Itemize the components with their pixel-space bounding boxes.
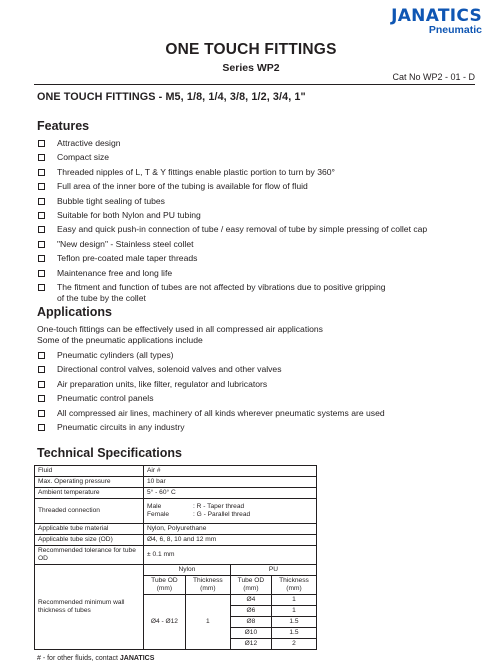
list-item: Pneumatic circuits in any industry: [37, 422, 477, 433]
table-row: Ø8 1.5: [35, 617, 317, 628]
brand-logo: [391, 8, 482, 36]
list-item: Compact size: [37, 152, 477, 163]
list-item: Attractive design: [37, 138, 477, 149]
table-row: Ø4 - Ø12 1 Ø4 1: [35, 595, 317, 606]
applications-list: [37, 350, 477, 436]
table-row: Tube OD (mm) Thickness (mm) Tube OD (mm) Thickness (mm): [35, 576, 317, 595]
brand-subtitle: Pneumatic: [428, 24, 482, 36]
table-row: Applicable tube size (OD) Ø4, 6, 8, 10 and 12 mm: [35, 535, 317, 546]
list-item: Bubble tight sealing of tubes: [37, 196, 477, 207]
list-item: The fitment and function of tubes are not affected by vibrations due to positive gripping of the tube by the collet: [37, 282, 477, 304]
brand-name: JANATICS: [391, 6, 482, 26]
checkbox-bullet-icon: [38, 270, 45, 277]
checkbox-bullet-icon: [38, 381, 45, 388]
footnote: # - for other fluids, contact JANATICS: [37, 655, 155, 662]
checkbox-bullet-icon: [38, 366, 45, 373]
list-item: Pneumatic control panels: [37, 393, 477, 404]
table-row: Applicable tube material Nylon, Polyurethane: [35, 524, 317, 535]
checkbox-bullet-icon: [38, 154, 45, 161]
features-list: [37, 138, 477, 307]
checkbox-bullet-icon: [38, 183, 45, 190]
checkbox-bullet-icon: [38, 198, 45, 205]
footnote-brand: JANATICS: [119, 655, 155, 662]
header-divider: [34, 84, 475, 85]
table-row: Ø12 2: [35, 639, 317, 650]
checkbox-bullet-icon: [38, 241, 45, 248]
table-row: Recommended tolerance for tube OD ± 0.1 mm: [35, 546, 317, 565]
checkbox-bullet-icon: [38, 255, 45, 262]
specifications-table: [34, 465, 317, 650]
checkbox-bullet-icon: [38, 424, 45, 431]
checkbox-bullet-icon: [38, 352, 45, 359]
page-title: ONE TOUCH FITTINGS: [165, 41, 337, 58]
features-heading: Features: [37, 119, 90, 133]
list-item: Threaded nipples of L, T & Y fittings enable plastic portion to turn by 360°: [37, 167, 477, 178]
checkbox-bullet-icon: [38, 410, 45, 417]
series-subtitle: Series WP2: [222, 62, 280, 74]
checkbox-bullet-icon: [38, 169, 45, 176]
table-row: Ø10 1.5: [35, 628, 317, 639]
checkbox-bullet-icon: [38, 284, 45, 291]
table-row: Max. Operating pressure 10 bar: [35, 477, 317, 488]
list-item: Maintenance free and long life: [37, 268, 477, 279]
list-item: Easy and quick push-in connection of tube / easy removal of tube by simple pressing of collet cap: [37, 224, 477, 235]
technical-specifications-heading: Technical Specifications: [37, 446, 182, 460]
catalog-number: Cat No WP2 - 01 - D: [392, 72, 475, 82]
applications-heading: Applications: [37, 305, 113, 319]
list-item: Teflon pre-coated male taper threads: [37, 253, 477, 264]
list-item: Suitable for both Nylon and PU tubing: [37, 210, 477, 221]
table-row: Fluid Air #: [35, 466, 317, 477]
table-row: Ø6 1: [35, 606, 317, 617]
checkbox-bullet-icon: [38, 395, 45, 402]
list-item: All compressed air lines, machinery of all kinds wherever pneumatic systems are used: [37, 408, 477, 419]
list-item: Pneumatic cylinders (all types): [37, 350, 477, 361]
list-item: "New design" - Stainless steel collet: [37, 239, 477, 250]
table-row: Ambient temperature 5° - 60° C: [35, 488, 317, 499]
applications-intro: One-touch fittings can be effectively used in all compressed air applications Some of the pneumatic applications include: [37, 324, 323, 345]
checkbox-bullet-icon: [38, 226, 45, 233]
table-row: Recommended minimum wall thickness of tubes Nylon PU: [35, 565, 317, 576]
product-line-heading: ONE TOUCH FITTINGS - M5, 1/8, 1/4, 3/8, 1/2, 3/4, 1": [37, 91, 306, 103]
list-item: Full area of the inner bore of the tubing is available for flow of fluid: [37, 181, 477, 192]
checkbox-bullet-icon: [38, 212, 45, 219]
list-item: Directional control valves, solenoid valves and other valves: [37, 364, 477, 375]
list-item: Air preparation units, like filter, regulator and lubricators: [37, 379, 477, 390]
checkbox-bullet-icon: [38, 140, 45, 147]
table-row: Threaded connection Male : R - Taper thread Female : G - Parallel thread: [35, 499, 317, 524]
